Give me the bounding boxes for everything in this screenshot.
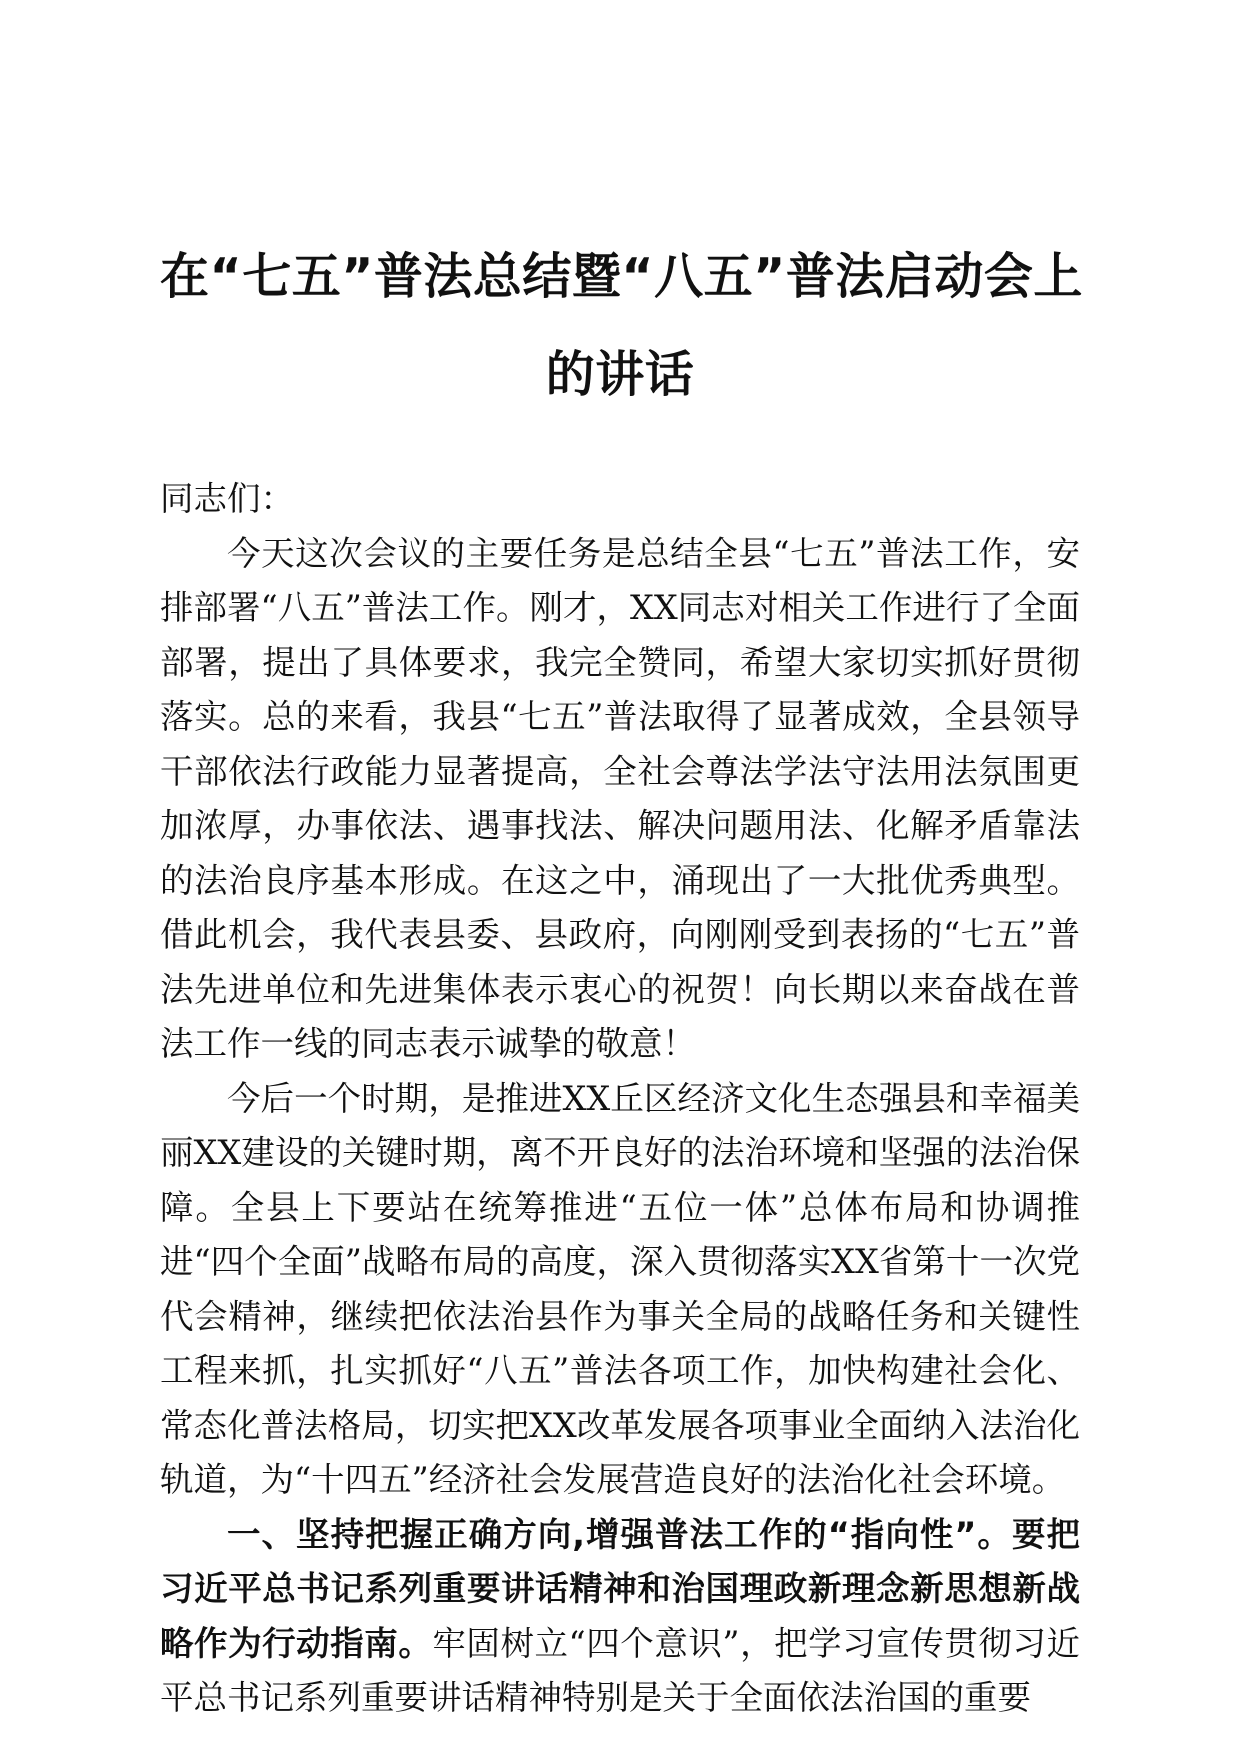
section-1-heading: 一、坚持把握正确方向,增强普法工作的“指向性”。 bbox=[227, 1514, 1012, 1554]
paragraph-1: 今天这次会议的主要任务是总结全县“七五”普法工作，安排部署“八五”普法工作。刚才，XX同志对相关工作进行了全面部署，提出了具体要求，我完全赞同，希望大家切实抓好贯彻落实。总的来看，我县“七五”普法取得了显著成效，全县领导干部依法行政能力显著提高，全社会尊法学法守法用法氛围更加浓厚，办事依法、遇事找法、解决问题用法、化解矛盾靠法的法治良序基本形成。在这之中，涌现出了一大批优秀典型。借此机会，我代表县委、县政府，向刚刚受到表扬的“七五”普法先进单位和先进集体表示衷心的祝贺！向长期以来奋战在普法工作一线的同志表示诚挚的敬意！ bbox=[160, 533, 1080, 1063]
section-1-text: 牢固树立“四个意识”，把学习宣传贯彻习近平总书记系列重要讲话精神特别是关于全面依法治国的重要 bbox=[160, 1623, 1080, 1717]
document-title bbox=[160, 0, 1083, 424]
document-page bbox=[160, 0, 1083, 1754]
section-1-paragraph bbox=[160, 1508, 1080, 1726]
salutation: 同志们： bbox=[160, 479, 294, 518]
paragraph-2: 今后一个时期，是推进XX丘区经济文化生态强县和幸福美丽XX建设的关键时期，离不开良好的法治环境和坚强的法治保障。全县上下要站在统筹推进“五位一体”总体布局和协调推进“四个全面”战略布局的高度，深入贯彻落实XX省第十一次党代会精神，继续把依法治县作为事关全局的战略任务和关键性工程来抓，扎实抓好“八五”普法各项工作，加快构建社会化、常态化普法格局，切实把XX改革发展各项事业全面纳入法治化轨道，为“十四五”经济社会发展营造良好的法治化社会环境。 bbox=[160, 1078, 1080, 1499]
title-line-2: 的讲话 bbox=[545, 346, 695, 403]
title-line-1: 在“七五”普法总结暨“八五”普法启动会上 bbox=[160, 248, 1083, 305]
section-1-bold-lead: 要把习近平总书记系列重要讲话精神和治国理政新理念新思想新战略作为行动指南。 bbox=[160, 1514, 1080, 1663]
document-body bbox=[160, 472, 1080, 1726]
